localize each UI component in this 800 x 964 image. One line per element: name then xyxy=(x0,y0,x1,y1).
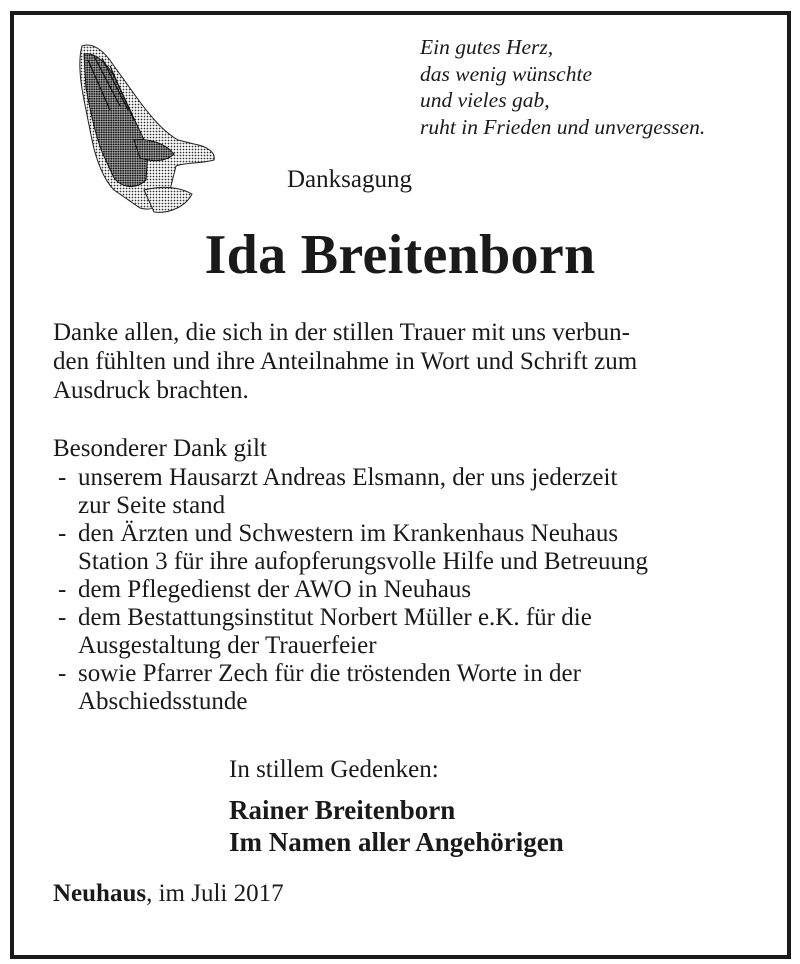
closing-phrase: In stillem Gedenken: xyxy=(229,756,439,783)
place-date xyxy=(53,880,284,908)
verse-line: das wenig wünschte xyxy=(420,61,592,86)
intro-line: Danke allen, die sich in der stillen Trauer mit uns verbun- xyxy=(53,319,630,346)
list-dash: - xyxy=(58,604,67,631)
list-item-text: dem Bestattungsinstitut Norbert Müller e.K. für die xyxy=(78,604,592,631)
list-item-text: dem Pflegedienst der AWO in Neuhaus xyxy=(78,576,472,603)
list-item xyxy=(58,604,648,632)
signer-block xyxy=(229,794,564,858)
list-dash: - xyxy=(58,520,67,547)
memorial-verse xyxy=(420,34,705,140)
list-dash: - xyxy=(58,660,67,687)
signer-relation: Im Namen aller Angehörigen xyxy=(229,827,564,857)
list-item-text: den Ärzten und Schwestern im Krankenhaus Neuhaus xyxy=(78,520,619,547)
intro-line: den fühlten und ihre Anteilnahme in Wort und Schrift zum xyxy=(53,348,638,375)
intro-paragraph xyxy=(53,318,637,405)
thanks-list xyxy=(58,464,648,716)
thanks-intro: Besonderer Dank gilt xyxy=(53,435,267,462)
list-item-continuation: Ausgestaltung der Trauerfeier xyxy=(78,632,377,659)
place-city: Neuhaus xyxy=(53,880,147,907)
notice-heading: Danksagung xyxy=(287,166,412,193)
list-item xyxy=(58,660,648,688)
list-dash: - xyxy=(58,576,67,603)
list-item-text: unserem Hausarzt Andreas Elsmann, der uns jederzeit xyxy=(78,464,618,491)
intro-line: Ausdruck brachten. xyxy=(53,377,249,404)
list-item xyxy=(58,520,648,548)
list-item-continuation: Abschiedsstunde xyxy=(78,688,248,715)
list-item xyxy=(58,576,648,604)
list-item-continuation: zur Seite stand xyxy=(78,492,226,519)
signer-name: Rainer Breitenborn xyxy=(229,795,456,825)
verse-line: Ein gutes Herz, xyxy=(420,35,554,59)
list-item xyxy=(58,464,648,492)
praying-hands-icon xyxy=(74,40,220,216)
list-dash: - xyxy=(58,464,67,491)
list-item-continuation: Station 3 für ihre aufopferungsvolle Hilfe und Betreuung xyxy=(78,548,648,575)
verse-line: und vieles gab, xyxy=(420,88,550,113)
list-item-text: sowie Pfarrer Zech für die tröstenden Worte in der xyxy=(78,660,581,687)
deceased-name: Ida Breitenborn xyxy=(204,224,596,286)
verse-line: ruht in Frieden und unvergessen. xyxy=(420,114,706,139)
notice-date: , im Juli 2017 xyxy=(146,880,284,907)
